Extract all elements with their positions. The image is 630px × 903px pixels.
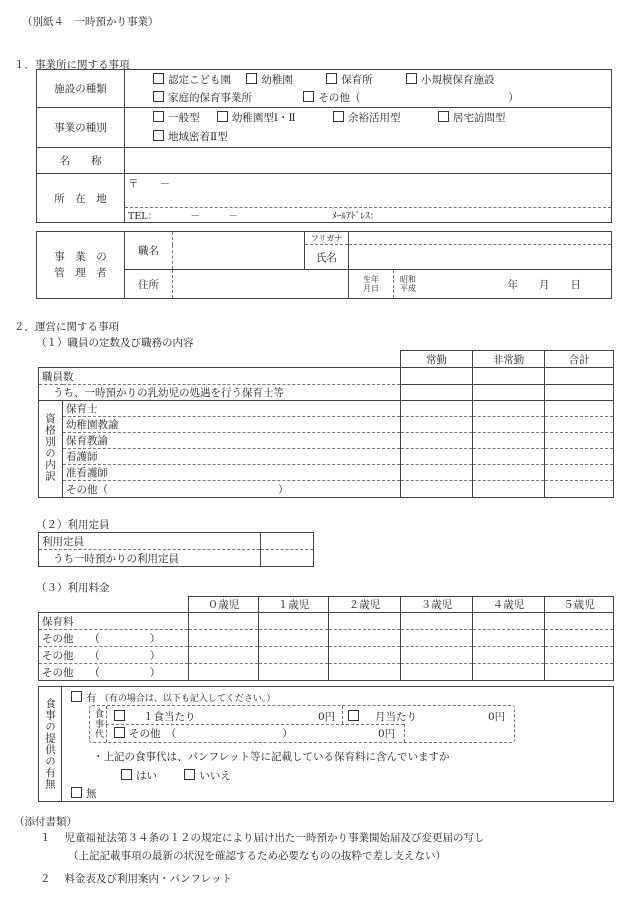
cell[interactable] [545,647,614,664]
meal-other-option[interactable]: その他 （ [114,728,176,740]
cell[interactable] [259,613,329,630]
doc-header: （別紙４ 一時預かり事業） [22,16,159,28]
capacity-table [38,532,314,567]
address-label-mgr: 住所 [125,270,173,299]
fee-row: その他 （ [42,649,100,662]
col-age3: ３歳児 [401,597,473,613]
checkbox-icon [303,91,314,102]
checkbox-icon [121,769,132,780]
cell[interactable] [473,613,545,630]
cell[interactable] [545,613,614,630]
business-opt-home-visit[interactable]: 居宅訪問型 [438,112,506,124]
cell[interactable] [545,465,614,481]
job-title-label: 職名 [125,232,173,270]
cell[interactable] [545,385,614,401]
cell[interactable] [401,433,473,449]
cell[interactable] [545,417,614,433]
col-age1: １歳児 [259,597,329,613]
full-name-field[interactable] [349,245,612,270]
cell[interactable] [545,630,614,647]
section1-title: １．事業所に関する事項 [14,59,130,71]
cell[interactable] [473,465,545,481]
facility-opt-small[interactable]: 小規模保育施設 [406,74,495,86]
fee-row: その他 （ [42,666,100,679]
col-fulltime: 常勤 [401,351,473,368]
checkbox-icon [333,111,344,122]
cell[interactable] [545,664,614,681]
cell[interactable] [259,630,329,647]
meal-question: ・上記の食事代は、パンフレット等に記載している保育料に含んでいますか [93,751,450,763]
cell[interactable] [259,664,329,681]
qual-row: 看護師 [63,449,401,465]
cell[interactable] [401,449,473,465]
attachment-item-2: 料金表及び利用案内・パンフレット [64,873,232,885]
cell[interactable] [401,368,473,385]
cell[interactable] [329,613,401,630]
col-age5: ５歳児 [545,597,614,613]
qual-row-other: その他（ [66,483,108,496]
cell[interactable] [545,401,614,417]
cell[interactable] [473,401,545,417]
furigana-label: フリガナ [305,232,349,245]
attachments-title: （添付書類） [14,816,77,828]
checkbox-icon [71,691,82,702]
meal-cost-box: 食事代 １食当たり 0円 月当たり 0円 その他 （ ） 0円 [89,705,515,743]
sub2-title: （２）利用定員 [36,519,110,531]
cell[interactable] [401,401,473,417]
checkbox-icon [348,710,359,721]
cell[interactable] [473,647,545,664]
manager-address-field[interactable] [173,270,349,299]
business-label: 事業の種別 [37,108,125,148]
cell[interactable] [473,449,545,465]
fee-table: ０歳児 １歳児 ２歳児 ３歳児 ４歳児 ５歳児 保育料 その他 （ ） その他 （ ） その他 （ ） [38,596,614,681]
address-label: 所 在 地 [37,174,125,223]
cell[interactable] [189,613,259,630]
per-meal-value[interactable]: 0円 [318,711,336,723]
meal-yes-note: （有の場合は、以下も記入してください。） [99,694,276,704]
per-month-value[interactable]: 0円 [488,711,506,723]
cell[interactable] [189,664,259,681]
facility-opt-other[interactable]: その他（ [303,92,360,104]
name-label: 名 称 [37,148,125,174]
job-title-field[interactable] [173,232,305,270]
postal-field[interactable]: 〒 － [125,174,612,208]
meal-other-value[interactable]: 0円 [378,728,396,740]
cell[interactable] [329,664,401,681]
checkbox-icon [217,111,228,122]
meal-no-option[interactable]: 無 [71,788,97,800]
facility-opt-kindergarten[interactable]: 幼稚園 [246,74,293,86]
staff-table: 常勤 非常勤 合計 職員数 うち、一時預かりの乳幼児の処遇を行う保育士等 資格別の内訳 保育士 幼稚園教諭 保育教諭 看護師 准看護師 その他（ ） [38,350,614,498]
checkbox-icon [153,91,164,102]
cell[interactable] [401,630,473,647]
answer-no[interactable]: いいえ [184,770,231,782]
business-opt-surplus[interactable]: 余裕活用型 [333,112,401,124]
checkbox-icon [71,787,82,798]
cell[interactable] [473,433,545,449]
col-age0: ０歳児 [189,597,259,613]
cell[interactable] [401,385,473,401]
cell[interactable] [329,630,401,647]
email-field[interactable]: ﾒｰﾙｱﾄﾞﾚｽ： [331,211,380,222]
cell[interactable] [259,647,329,664]
checkbox-icon [246,73,257,84]
per-month-option[interactable]: 月当たり [348,711,417,723]
cell[interactable] [261,550,314,567]
cell[interactable] [545,433,614,449]
checkbox-icon [114,710,125,721]
facility-table [36,69,612,223]
capacity-row: 利用定員 [39,533,261,550]
per-meal-option[interactable]: １食当たり [114,711,196,723]
section2-title: ２．運営に関する事項 [14,321,119,333]
birth-label: 生年 月日 [349,270,394,298]
qual-label: 資格別の内訳 [44,413,56,482]
cell[interactable] [545,368,614,385]
cell[interactable] [189,630,259,647]
col-parttime: 非常勤 [473,351,545,368]
business-opt-kindergarten[interactable]: 幼稚園型Ⅰ・Ⅱ [217,112,296,124]
checkbox-icon [153,111,164,122]
checkbox-icon [153,130,164,141]
cell[interactable] [473,630,545,647]
cell[interactable] [473,664,545,681]
cell[interactable] [189,647,259,664]
fee-row: その他 （ [42,632,100,645]
cell[interactable] [401,481,473,498]
era-label: 昭和 平成 [400,275,416,293]
cell[interactable] [545,481,614,498]
attachment-item-1-note: （上記記載事項の最新の状況を確認するため必要なものの抜粋で差し支えない） [68,850,446,862]
full-name-label: 氏名 [305,245,349,270]
cell[interactable] [473,417,545,433]
qual-row: 保育教諭 [63,433,401,449]
facility-label: 施設の種類 [37,70,125,108]
attachment-num: １ [40,832,51,844]
facility-opt-nursery[interactable]: 保育所 [326,74,373,86]
checkbox-icon [153,73,164,84]
meal-yes-option[interactable]: 有 [71,692,97,704]
close-paren: ） [508,91,519,104]
attachment-item-1: 児童福祉法第３４条の１２の規定により届け出た一時預かり事業開始届及び変更届の写し [64,832,485,844]
qual-row: 保育士 [63,401,401,417]
row-staff-count: 職員数 [39,368,401,385]
meal-box [38,686,614,802]
furigana-field[interactable] [349,232,612,245]
col-age4: ４歳児 [473,597,545,613]
checkbox-icon [184,769,195,780]
cell[interactable] [401,465,473,481]
checkbox-icon [406,73,417,84]
fee-row: 保育料 [39,613,189,630]
sub1-title: （１）職員の定数及び職務の内容 [36,337,194,349]
cell[interactable] [545,449,614,465]
cell[interactable] [261,533,314,550]
business-opt-general[interactable]: 一般型 [153,112,200,124]
checkbox-icon [326,73,337,84]
cell[interactable] [473,385,545,401]
manager-table [36,231,612,299]
birth-ymd[interactable]: 年 月 日 [507,278,581,291]
answer-yes[interactable]: はい [121,770,157,782]
col-age2: ２歳児 [329,597,401,613]
cell[interactable] [401,417,473,433]
manager-label-1: 事 業 の [54,251,107,263]
cell[interactable] [401,664,473,681]
qual-row: 准看護師 [63,465,401,481]
meal-cost-label: 食事代 [93,709,103,739]
cell[interactable] [329,647,401,664]
cell[interactable] [473,368,545,385]
checkbox-icon [438,111,449,122]
meal-label: 食事の提供の有無 [44,698,56,790]
cell[interactable] [401,613,473,630]
cell[interactable] [473,481,545,498]
name-field[interactable] [125,148,612,174]
qual-row: 幼稚園教諭 [63,417,401,433]
facility-opt-kodomoen[interactable]: 認定こども園 [153,74,231,86]
checkbox-icon [114,727,125,738]
tel-field[interactable]: TEL： － － [128,211,238,222]
manager-label-2: 管 理 者 [54,267,107,279]
col-total: 合計 [545,351,614,368]
facility-opt-home[interactable]: 家庭的保育事業所 [153,92,252,104]
cell[interactable] [401,647,473,664]
row-nursery-staff: うち、一時預かりの乳幼児の処遇を行う保育士等 [39,385,401,401]
business-opt-community[interactable]: 地域密着Ⅱ型 [153,131,228,143]
capacity-row-temp: うち一時預かりの利用定員 [39,550,261,567]
sub3-title: （３）利用料金 [36,582,110,594]
attachment-num: ２ [40,873,51,885]
